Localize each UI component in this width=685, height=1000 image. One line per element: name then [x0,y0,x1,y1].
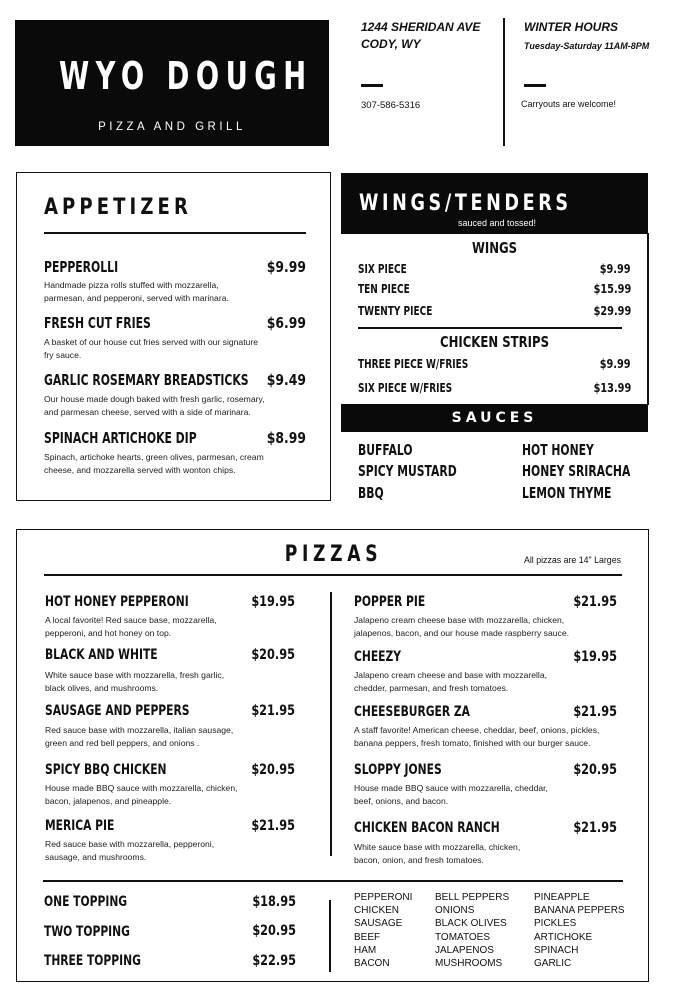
desc-line: Jalapeno cream cheese base with mozzarella, chicken, [354,615,565,625]
desc-line: green and red bell peppers, and onions . [45,738,200,748]
logo-block [15,20,329,146]
desc-line: White sauce base with mozzarella, fresh garlic, [45,670,225,680]
wings-item-price: $29.99 [593,303,631,318]
desc-line: Handmade pizza rolls stuffed with mozzarella, [44,280,219,290]
pizza-item-price: $19.95 [251,594,295,610]
desc-line: Red sauce base with mozzarella, pepperoni, [45,839,215,849]
topping-item: PICKLES [534,918,577,930]
toppings-column [354,891,412,970]
topping-item: CHICKEN [354,905,400,917]
phone-number: 307-586-5316 [361,100,421,111]
pizza-item-price: $20.95 [251,762,295,778]
strips-item-price: $9.99 [600,356,631,371]
pizza-item-name: CHEEZY [354,649,402,665]
pizza-item-price: $21.95 [573,704,617,720]
wings-item-name: TWENTY PIECE [358,303,433,318]
pizza-item-name: POPPER PIE [354,594,426,610]
pizza-item-desc [45,669,224,695]
appetizer-item-price: $9.99 [266,258,306,276]
section-rule [44,232,306,234]
brand-tagline: PIZZA AND GRILL [98,121,246,133]
pizzas-note: All pizzas are 14" Larges [523,555,621,565]
pizza-item-price: $20.95 [573,762,617,778]
pizza-item-price: $20.95 [251,647,295,663]
appetizer-item-name: FRESH CUT FRIES [44,314,151,332]
desc-line: A staff favorite! American cheese, cheddar, beef, onions, pickles, [354,725,600,735]
wings-header [341,173,648,234]
desc-line: cheese, and mozzarella served with wonton chips. [44,465,236,475]
wings-border [647,233,649,405]
appetizer-section [16,172,331,501]
build-item-name: ONE TOPPING [44,894,128,910]
pizza-item-name: SPICY BBQ CHICKEN [45,762,167,778]
pizza-item-desc [354,724,599,750]
desc-line: jalapenos, bacon, and our house made raspberry sauce. [354,628,569,638]
topping-item: GARLIC [534,958,572,970]
desc-line: Jalapeno cream cheese and base with mozzarella, [354,670,547,680]
toppings-column [534,891,625,970]
appetizer-item-desc [44,279,229,305]
desc-line: and parmesan cheese, served with a side of marinara. [44,407,251,417]
desc-line: chedder, parmesan, and fresh tomatoes. [354,683,509,693]
topping-item: BACON [354,958,390,970]
topping-item: BEEF [354,931,381,943]
sauce-item: HOT HONEY [522,441,594,459]
appetizer-item-desc [44,451,264,477]
desc-line: House made BBQ sauce with mozzarella, cheddar, [354,783,548,793]
sauce-item: SPICY MUSTARD [358,462,457,480]
strips-item-name: THREE PIECE W/FRIES [358,356,469,371]
topping-item: SPINACH [534,944,579,956]
wings-item-price: $9.99 [600,261,631,276]
desc-line: Our house made dough baked with fresh garlic, rosemary, [44,394,265,404]
pizza-item-name: CHEESEBURGER ZA [354,704,470,720]
pizza-item-desc [45,782,238,808]
strips-heading: CHICKEN STRIPS [439,333,550,351]
pizza-item-price: $21.95 [251,818,295,834]
strips-item-name: SIX PIECE W/FRIES [358,380,453,395]
pizza-item-price: $21.95 [573,594,617,610]
section-rule [44,574,622,576]
pizza-item-desc [354,782,548,808]
wings-item-name: TEN PIECE [358,281,410,296]
pizza-item-desc [45,838,214,864]
build-item-price: $18.95 [252,894,296,910]
desc-line: A basket of our house cut fries served with our signature [44,337,259,347]
sauce-item: HONEY SRIRACHA [522,462,631,480]
pizza-item-desc [45,614,217,640]
column-divider [330,592,332,856]
topping-item: PINEAPPLE [534,892,590,903]
desc-line: sausage, and mushrooms. [45,852,147,862]
appetizer-item-price: $9.49 [266,371,306,389]
desc-line: pepperoni, and hot honey on top. [45,628,172,638]
brand-name: WYO DOUGH [58,54,313,98]
pizzas-title: PIZZAS [284,542,383,567]
desc-line: bacon, jalapenos, and pineapple. [45,796,172,806]
wings-heading: WINGS [471,239,518,257]
build-item-price: $20.95 [252,923,296,939]
appetizer-item-price: $8.99 [266,429,306,447]
sauce-item: LEMON THYME [522,484,612,502]
divider-dash [524,84,546,87]
column-divider [329,900,331,972]
pizza-item-price: $21.95 [573,820,617,836]
pizza-item-price: $21.95 [251,703,295,719]
desc-line: House made BBQ sauce with mozzarella, chicken, [45,783,238,793]
topping-item: BANANA PEPPERS [534,905,625,917]
desc-line: fry sauce. [44,350,82,360]
wings-subtitle: sauced and tossed! [458,218,537,228]
sauces-title: SAUCES [451,410,538,426]
appetizer-item-desc [44,336,258,362]
header-divider [503,18,505,146]
pizza-item-price: $19.95 [573,649,617,665]
appetizer-item-desc [44,393,265,419]
section-rule [43,880,623,882]
pizza-item-name: CHICKEN BACON RANCH [354,820,500,836]
build-item-name: THREE TOPPING [44,953,141,969]
section-rule [358,327,622,329]
pizza-item-desc [45,724,233,750]
desc-line: Spinach, artichoke hearts, green olives, parmesan, cream [44,452,264,462]
pizza-item-name: SAUSAGE AND PEPPERS [45,703,190,719]
pizza-item-desc [354,669,547,695]
build-item-name: TWO TOPPING [44,924,130,940]
address-line-1: 1244 SHERIDAN AVE [361,20,481,34]
desc-line: A local favorite! Red sauce base, mozzarella, [45,615,217,625]
pizza-item-desc [354,841,520,867]
topping-item: HAM [354,944,377,956]
pizza-item-name: BLACK AND WHITE [45,647,158,663]
desc-line: black olives, and mushrooms. [45,683,159,693]
topping-item: MUSHROOMS [435,958,503,970]
wings-item-price: $15.99 [593,281,631,296]
appetizer-item-name: SPINACH ARTICHOKE DIP [44,429,197,447]
address-line-2: CODY, WY [361,37,421,51]
desc-line: banana peppers, fresh tomato, finished with our burger sauce. [354,738,591,748]
topping-item: PEPPERONI [354,892,413,903]
pizza-item-name: SLOPPY JONES [354,762,442,778]
hours-text: Tuesday-Saturday 11AM-8PM [524,41,650,51]
topping-item: BELL PEPPERS [435,892,510,903]
appetizer-item-price: $6.99 [266,314,306,332]
pizza-item-desc [354,614,569,640]
sauce-item: BBQ [358,484,384,502]
build-item-price: $22.95 [252,953,296,969]
sauce-item: BUFFALO [358,441,413,459]
pizza-item-name: MERICA PIE [45,818,115,834]
topping-item: ONIONS [435,905,475,917]
topping-item: SAUSAGE [354,918,403,930]
desc-line: White sauce base with mozzarella, chicken, [354,842,521,852]
topping-item: TOMATOES [435,931,491,943]
desc-line: beef, onions, and bacon. [354,796,449,806]
desc-line: Red sauce base with mozzarella, italian sausage, [45,725,234,735]
strips-item-price: $13.99 [593,380,631,395]
desc-line: parmesan, and pepperoni, served with marinara. [44,293,229,303]
appetizer-title: APPETIZER [44,195,192,220]
hours-title: WINTER HOURS [524,20,618,34]
sauces-header [341,404,648,432]
topping-item: ARTICHOKE [534,931,593,943]
appetizer-item-name: GARLIC ROSEMARY BREADSTICKS [44,371,249,389]
toppings-column [435,891,509,970]
topping-item: JALAPENOS [435,944,494,956]
divider-dash [361,84,383,87]
wings-title: WINGS/TENDERS [359,191,572,216]
topping-item: BLACK OLIVES [435,918,507,930]
appetizer-item-name: PEPPEROLLI [44,258,119,276]
pizza-item-name: HOT HONEY PEPPERONI [45,594,189,610]
wings-item-name: SIX PIECE [358,261,407,276]
carryout-note: Carryouts are welcome! [521,99,617,109]
desc-line: bacon, onion, and fresh tomatoes. [354,855,484,865]
